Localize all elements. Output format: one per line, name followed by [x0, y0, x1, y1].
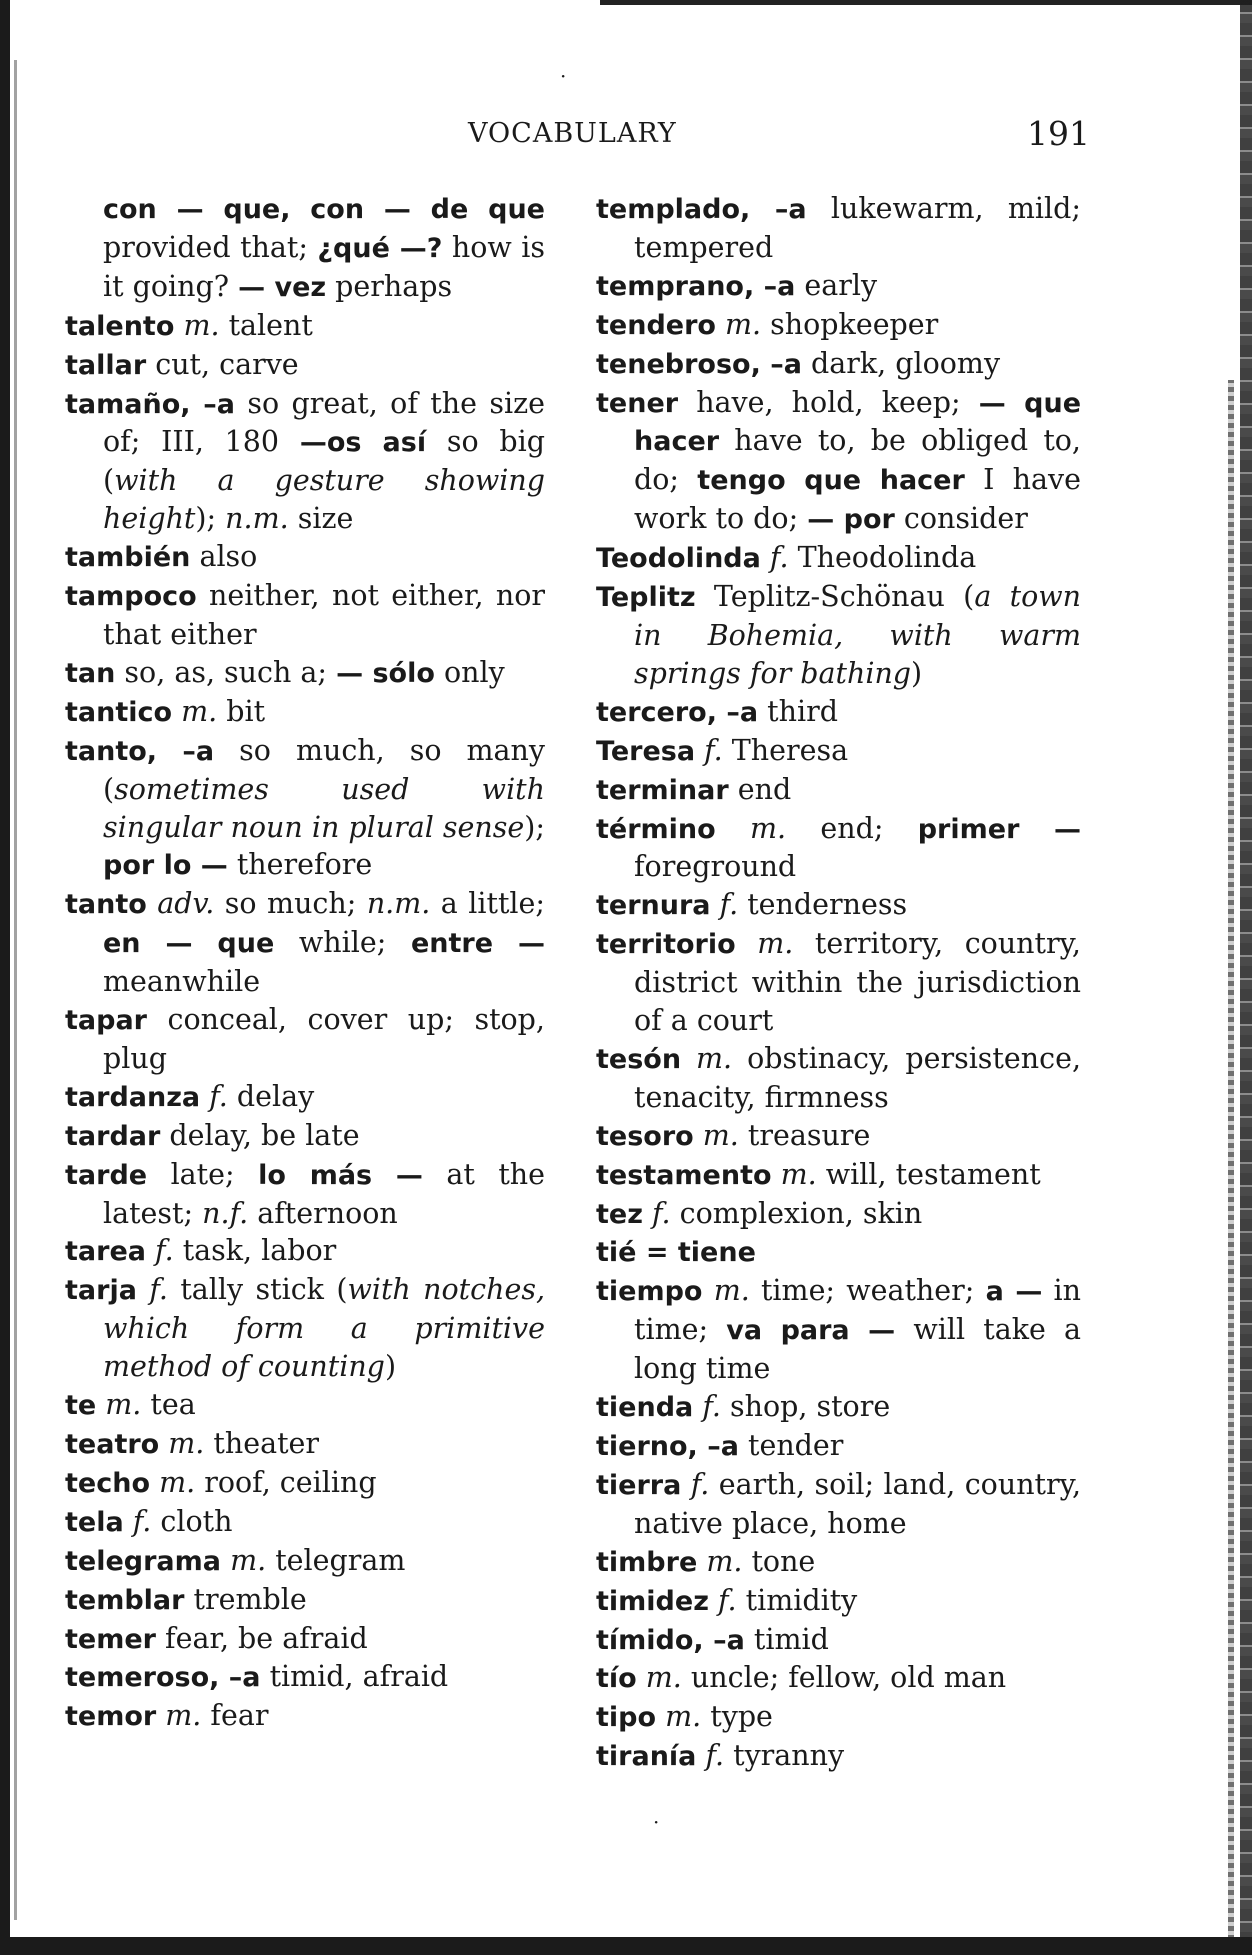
italic-text: m. [780, 1157, 817, 1191]
definition-text [709, 1584, 718, 1617]
bold-phrase: — sólo [336, 657, 435, 689]
vocab-entry [65, 1503, 545, 1542]
italic-text: f. [704, 733, 723, 767]
definition-text: timidity [736, 1583, 858, 1617]
bold-phrase: va para — [726, 1315, 896, 1347]
vocab-entry [596, 267, 1081, 306]
definition-text: territory, country, district within the jurisdiction of a court [634, 927, 1081, 1038]
definition-text: size [288, 502, 354, 536]
vocab-entry [65, 1620, 545, 1659]
page-edge-left-shadow [14, 60, 17, 1920]
definition-text [124, 1505, 133, 1538]
definition-text: meanwhile [103, 965, 261, 999]
definition-text: so much; [214, 887, 367, 921]
vocab-entry [65, 1658, 545, 1697]
definition-text: have, hold, keep; [678, 385, 979, 419]
headword: temprano, –a [596, 270, 796, 302]
definition-text: early [795, 268, 878, 302]
definition-text: tenderness [738, 888, 908, 922]
definition-text: tally stick ( [167, 1273, 348, 1307]
definition-text: Teplitz-Schönau ( [695, 580, 975, 614]
entry-continuation [65, 190, 545, 307]
definition-text: so much, so many ( [103, 733, 545, 806]
definition-text: fear [201, 1699, 269, 1733]
headword: timbre [596, 1546, 698, 1578]
italic-text: m. [230, 1543, 267, 1577]
vocab-entry [65, 577, 545, 654]
definition-text: type [701, 1700, 773, 1734]
definition-text: dark, gloomy [801, 346, 1001, 380]
definition-text: telegram [266, 1543, 406, 1577]
definition-text: timid, afraid [260, 1660, 449, 1694]
definition-text: cloth [151, 1504, 233, 1538]
definition-text [96, 1388, 105, 1421]
right-column [596, 190, 1081, 1776]
bold-phrase: — por [807, 504, 895, 536]
definition-text: while; [274, 926, 411, 960]
bold-phrase: primer — [917, 813, 1082, 845]
definition-text: neither, not either, nor that either [103, 579, 545, 651]
definition-text [221, 1544, 230, 1577]
definition-text: so big ( [103, 425, 545, 498]
vocab-entry [596, 1582, 1081, 1621]
definition-text [761, 541, 770, 574]
definition-text: will take a long time [634, 1313, 1081, 1386]
definition-text: Theodolinda [788, 541, 977, 575]
definition-text: tea [141, 1388, 196, 1422]
page-edge-left [0, 0, 10, 1955]
italic-text: m. [165, 1699, 202, 1733]
definition-text: tyranny [724, 1739, 845, 1773]
headword: Teresa [596, 735, 696, 767]
italic-text: f. [769, 541, 789, 575]
definition-text: so great, of the size of; III, 180 [103, 386, 545, 459]
vocab-entry [65, 885, 545, 1001]
definition-text: end; [786, 811, 918, 845]
headword: tallar [65, 349, 147, 381]
definition-text: have to, be obliged to, do; [634, 424, 1081, 497]
vocab-entry [596, 1388, 1081, 1427]
definition-text [147, 887, 157, 920]
definition-text [200, 1080, 209, 1113]
vocab-entry [596, 578, 1081, 693]
headword: tesoro [596, 1120, 694, 1152]
italic-text: m. [105, 1388, 142, 1422]
vocab-entry [596, 886, 1081, 925]
vocab-entry [596, 810, 1081, 887]
definition-text: uncle; fellow, old man [681, 1661, 1007, 1695]
definition-text: only [434, 655, 505, 689]
italic-text: f. [702, 1390, 721, 1424]
vocab-entry [65, 1117, 545, 1156]
definition-text [736, 927, 758, 960]
page-edge-top [600, 0, 1252, 5]
vocab-entry [596, 1195, 1081, 1234]
italic-text: m. [757, 927, 794, 961]
italic-text: adv. [157, 887, 215, 921]
definition-text [681, 1468, 690, 1501]
headword: tierra [596, 1469, 682, 1501]
vocab-entry [65, 1542, 545, 1581]
definition-text: delay [227, 1079, 315, 1113]
definition-text: third [758, 694, 838, 728]
headword: ternura [596, 890, 711, 922]
definition-text [711, 888, 720, 921]
italic-text: m. [168, 1427, 205, 1460]
headword: tié = tiene [596, 1237, 756, 1269]
vocab-entry [596, 925, 1081, 1040]
vocab-entry [596, 1621, 1081, 1660]
vocab-entry [596, 539, 1081, 578]
italic-text: f. [719, 888, 739, 922]
vocab-entry [65, 693, 545, 732]
bold-phrase: —os así [299, 427, 427, 459]
vocab-entry [596, 1272, 1081, 1388]
headword: tierno, –a [596, 1431, 739, 1462]
definition-text [697, 1545, 706, 1578]
vocab-entry [596, 1427, 1081, 1466]
headword: tímido, –a [596, 1624, 745, 1656]
definition-text: how is it going? [103, 230, 545, 303]
vocab-entry [596, 190, 1081, 267]
definition-text [695, 734, 704, 767]
italic-text: n.m. [225, 502, 289, 536]
italic-text: m. [750, 811, 787, 845]
italic-text: f. [155, 1234, 174, 1268]
vocab-entry [596, 1466, 1081, 1543]
vocab-entry [596, 1156, 1081, 1195]
headword: tan [65, 657, 116, 689]
headword: te [65, 1390, 97, 1422]
italic-text: f. [652, 1196, 671, 1230]
definition-text: ); [195, 502, 226, 536]
definition-text: task, labor [173, 1234, 337, 1268]
definition-text: will, testament [816, 1157, 1041, 1191]
bold-phrase: tengo que hacer [697, 465, 965, 497]
definition-text: cut, carve [146, 347, 299, 381]
definition-text: timid [744, 1622, 829, 1656]
headword: temeroso, –a [65, 1662, 261, 1694]
definition-text: Theresa [722, 733, 849, 767]
vocab-entry [65, 1464, 545, 1503]
definition-text [694, 1119, 703, 1152]
italic-text: n.f. [202, 1196, 249, 1230]
italic-text: f. [705, 1739, 725, 1773]
vocab-entry [65, 538, 545, 577]
definition-text: I have work to do; [634, 463, 1081, 536]
page-edge-right-shadow [1228, 380, 1234, 1940]
vocab-entry [65, 1232, 545, 1271]
vocab-entry [596, 306, 1081, 345]
headword: telegrama [65, 1545, 222, 1577]
page-edge-bottom [0, 1937, 1252, 1955]
headword: tiempo [596, 1276, 703, 1308]
vocab-entry [65, 346, 545, 385]
definition-text: tone [742, 1544, 816, 1578]
italic-text: f. [132, 1504, 152, 1538]
definition-text: bit [217, 694, 266, 728]
running-head: VOCABULARY [468, 118, 677, 149]
italic-text: f. [149, 1273, 168, 1307]
definition-text: also [190, 540, 258, 574]
headword: testamento [596, 1159, 772, 1191]
definition-text: obstinacy, persistence, tenacity, firmness [634, 1041, 1081, 1114]
definition-text [716, 812, 750, 845]
vocab-entry [596, 345, 1081, 384]
definition-text [146, 1234, 155, 1267]
left-column [65, 190, 545, 1736]
vocab-entry [596, 1543, 1081, 1582]
definition-text: shop, store [720, 1390, 891, 1424]
vocab-entry [596, 1117, 1081, 1156]
headword: Teplitz [596, 582, 696, 614]
page-number: 191 [1027, 114, 1090, 153]
headword: tendero [596, 309, 716, 341]
definition-text: late; [147, 1157, 259, 1191]
vocab-entry [65, 1078, 545, 1117]
italic-text: m. [183, 308, 220, 342]
vocab-entry [65, 385, 545, 539]
bold-phrase: por lo — [103, 850, 228, 882]
definition-text: in time; [634, 1274, 1082, 1347]
definition-text: theater [204, 1427, 320, 1460]
italic-text: m. [159, 1465, 196, 1499]
headword: tardanza [65, 1081, 201, 1113]
definition-text [681, 1042, 696, 1075]
italic-text: f. [209, 1079, 228, 1113]
headword: tener [596, 387, 679, 419]
page-header [60, 114, 1090, 158]
vocab-entry [596, 1233, 1081, 1272]
bold-phrase: — vez [238, 271, 327, 303]
definition-text [693, 1390, 702, 1423]
headword: Teodolinda [596, 543, 761, 575]
definition-text: afternoon [248, 1196, 398, 1230]
headword: temblar [65, 1584, 185, 1616]
definition-text: so, as, such a; [115, 655, 337, 689]
italic-text: m. [181, 694, 218, 728]
vocab-entry [596, 1659, 1081, 1698]
definition-text: treasure [738, 1118, 871, 1152]
definition-text [637, 1661, 646, 1694]
vocab-entry [596, 384, 1081, 540]
headword: tamaño, –a [65, 388, 235, 420]
definition-text [702, 1274, 713, 1307]
definition-text: lukewarm, mild; tempered [634, 192, 1081, 264]
definition-text: end [728, 772, 792, 806]
definition-text: ) [384, 1350, 397, 1384]
definition-text [159, 1427, 168, 1460]
headword: techo [65, 1467, 150, 1499]
definition-text: foreground [634, 850, 797, 884]
definition-text: ); [524, 810, 545, 844]
bold-phrase: en — que [103, 928, 275, 960]
definition-text [172, 695, 181, 728]
headword: tienda [596, 1392, 694, 1424]
vocab-entry [65, 1271, 545, 1386]
vocab-entry [596, 1040, 1081, 1117]
vocab-entry [596, 771, 1081, 810]
definition-text [656, 1700, 665, 1733]
vocab-entry [65, 1156, 545, 1233]
headword: terminar [596, 774, 729, 806]
definition-text: at the latest; [103, 1157, 545, 1230]
definition-text [643, 1197, 652, 1230]
headword: con — que, con — de que [103, 194, 545, 225]
headword: tío [596, 1663, 637, 1695]
headword: tenebroso, –a [596, 348, 802, 380]
headword: teatro [65, 1429, 160, 1460]
definition-text: time; weather; [749, 1274, 986, 1308]
headword: tanto, –a [65, 735, 215, 767]
vocab-entry [65, 654, 545, 693]
definition-text [772, 1158, 781, 1191]
definition-text: ) [911, 656, 923, 690]
definition-text: tender [738, 1429, 844, 1462]
definition-text: talent [219, 308, 313, 342]
headword: tantico [65, 696, 173, 728]
headword: tardar [65, 1120, 161, 1152]
italic-text: f. [717, 1583, 737, 1617]
definition-text: earth, soil; land, country, native place, home [634, 1467, 1082, 1540]
vocab-entry [65, 1425, 545, 1464]
vocab-entry [596, 693, 1081, 732]
italic-text: sometimes used with singular noun in plural sense [103, 772, 545, 844]
headword: término [596, 813, 716, 845]
headword: tela [65, 1506, 124, 1538]
definition-text: tremble [184, 1582, 307, 1616]
print-speck: · [653, 1810, 660, 1834]
definition-text [716, 308, 725, 341]
headword: tez [596, 1198, 643, 1230]
headword: temor [65, 1701, 157, 1733]
headword: templado, –a [596, 194, 807, 225]
bold-phrase: — que hacer [634, 387, 1082, 458]
italic-text: a town in Bohemia, with warm springs for bathing [634, 580, 1081, 690]
print-speck: · [560, 64, 567, 88]
vocab-entry [65, 1386, 545, 1425]
definition-text: provided that; [103, 230, 318, 264]
headword: tipo [596, 1702, 657, 1734]
definition-text: perhaps [326, 269, 453, 303]
headword: tarja [65, 1275, 137, 1307]
definition-text: complexion, skin [670, 1196, 923, 1230]
italic-text: m. [696, 1041, 733, 1075]
headword: tiranía [596, 1741, 697, 1773]
vocab-entry [65, 1001, 545, 1078]
italic-text: m. [645, 1661, 682, 1695]
italic-text: n.m. [366, 887, 431, 921]
definition-text: therefore [227, 848, 373, 882]
italic-text: with notches, which form a primitive method of counting [103, 1273, 546, 1384]
headword: tercero, –a [596, 696, 759, 728]
headword: también [65, 542, 191, 574]
definition-text: conceal, cover up; stop, plug [103, 1003, 545, 1075]
vocab-entry [65, 1697, 545, 1736]
headword: tampoco [65, 581, 197, 613]
bold-phrase: lo más — [258, 1159, 423, 1191]
headword: territorio [596, 929, 736, 961]
bold-phrase: ¿qué —? [317, 232, 443, 264]
definition-text: a little; [430, 887, 545, 921]
page-edge-right [1240, 0, 1252, 1955]
headword: temer [65, 1623, 156, 1655]
definition-text [137, 1273, 149, 1306]
italic-text: m. [725, 307, 762, 341]
headword: timidez [596, 1585, 709, 1617]
headword: tapar [65, 1005, 147, 1037]
vocab-entry [596, 1698, 1081, 1737]
vocab-entry [596, 1737, 1081, 1776]
italic-text: f. [690, 1467, 710, 1501]
definition-text: consider [894, 502, 1028, 536]
definition-text: shopkeeper [761, 307, 939, 341]
italic-text: m. [706, 1544, 743, 1578]
bold-phrase: entre — [410, 928, 545, 960]
headword: tarde [65, 1159, 148, 1191]
headword: tanto [65, 889, 147, 921]
headword: talento [65, 310, 175, 342]
italic-text: with a gesture showing height [103, 464, 545, 536]
headword: tarea [65, 1236, 146, 1268]
definition-text: fear, be afraid [155, 1621, 368, 1655]
italic-text: m. [713, 1274, 750, 1308]
bold-phrase: a — [985, 1276, 1043, 1308]
vocab-entry [65, 307, 545, 346]
italic-text: m. [702, 1118, 739, 1152]
definition-text: delay, be late [160, 1118, 360, 1152]
definition-text [150, 1466, 159, 1499]
vocab-entry [65, 732, 545, 886]
vocab-entry [596, 732, 1081, 771]
headword: tesón [596, 1043, 682, 1075]
definition-text [156, 1699, 165, 1732]
vocab-entry [65, 1581, 545, 1620]
definition-text: roof, ceiling [195, 1465, 377, 1499]
italic-text: m. [665, 1700, 702, 1734]
